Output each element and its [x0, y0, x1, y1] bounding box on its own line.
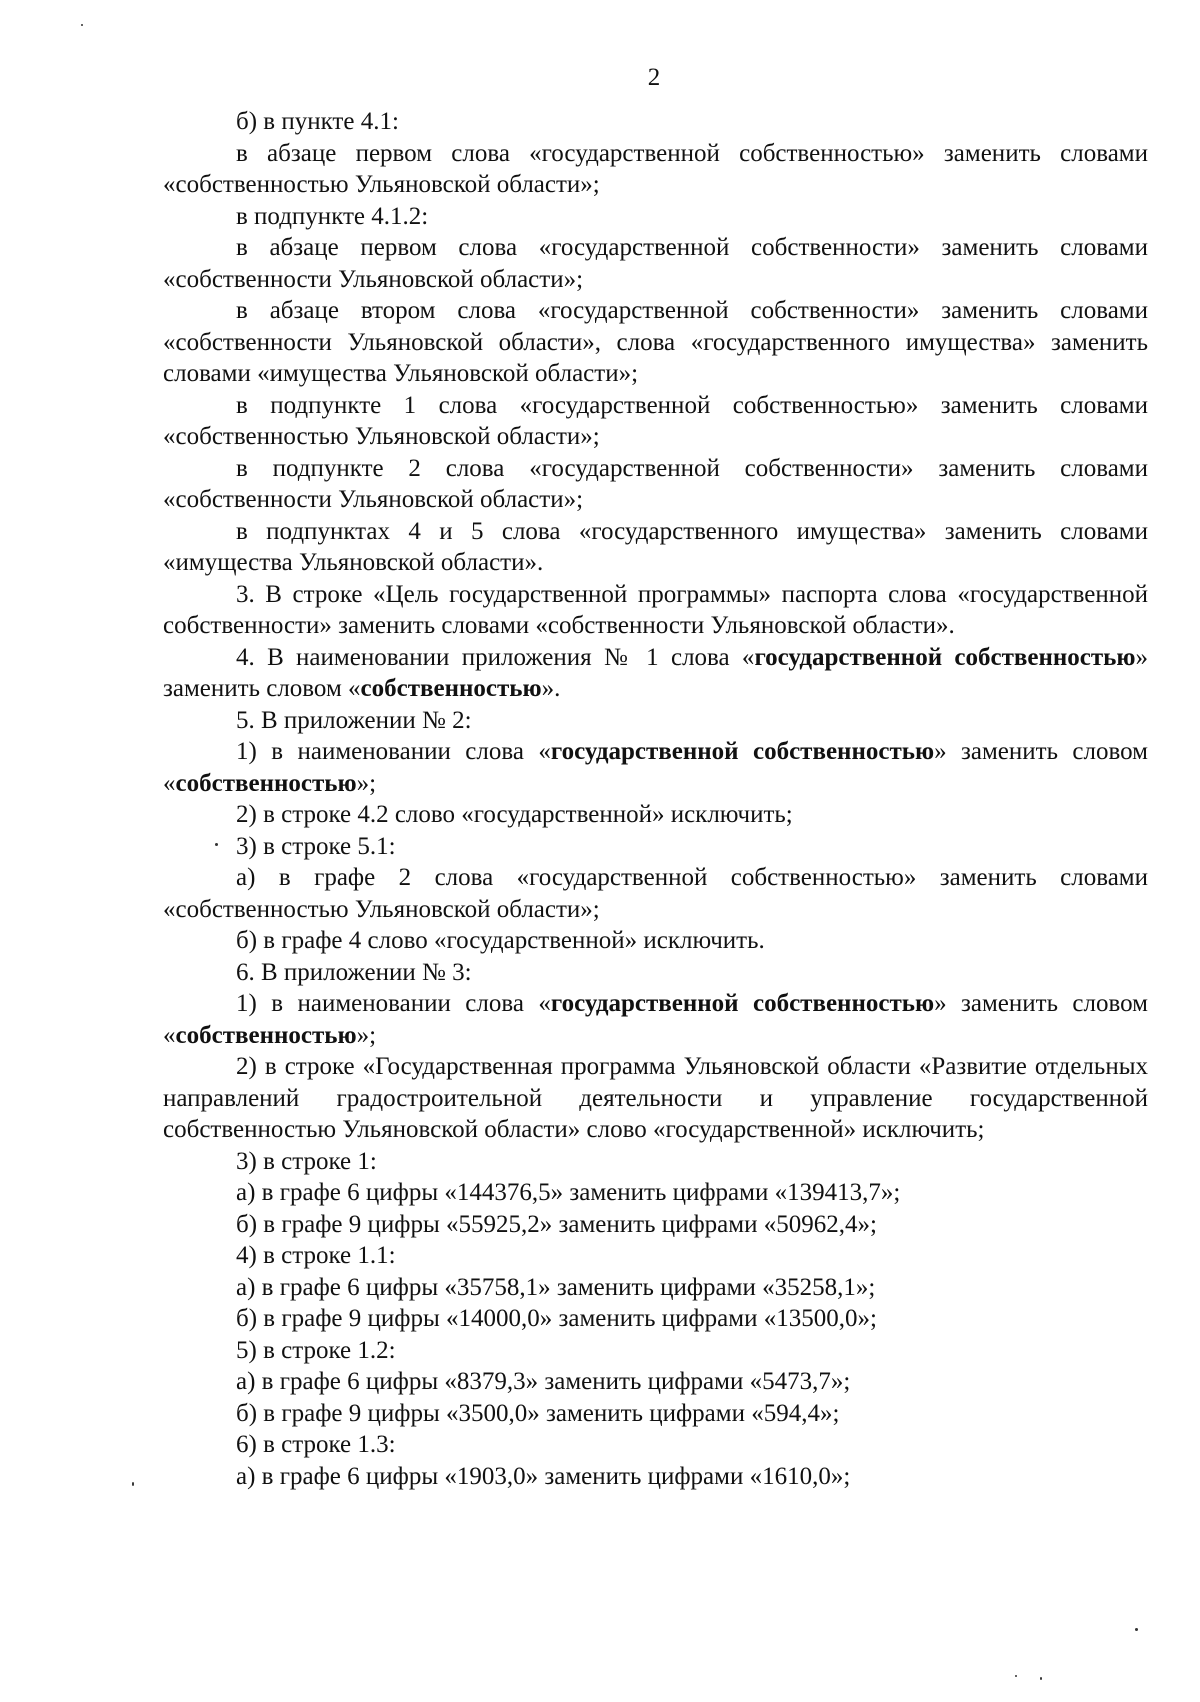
text-run: 1) в наименовании слова « — [236, 738, 551, 765]
paragraph — [163, 390, 1148, 453]
bold-text-run: собственностью — [175, 769, 357, 797]
paragraph — [163, 1398, 1148, 1430]
scan-speck — [1135, 1628, 1138, 1631]
paragraph — [163, 1335, 1148, 1367]
text-run: а) в графе 6 цифры «8379,3» заменить цифрами «5473,7»; — [236, 1368, 851, 1395]
paragraph — [163, 1177, 1148, 1209]
text-run: в подпунктах 4 и 5 слова «государственного имущества» заменить словами «имущества Ульяновской области». — [163, 517, 1148, 576]
paragraph — [163, 1051, 1148, 1146]
paragraph — [163, 831, 1148, 863]
paragraph — [163, 1146, 1148, 1178]
paragraph — [163, 201, 1148, 233]
bold-text-run: государственной собственностью — [754, 643, 1136, 671]
text-run: в абзаце первом слова «государственной собственностью» заменить словами «собственностью Ульяновской области»; — [163, 139, 1148, 198]
text-run: » заменить словом « — [163, 643, 1148, 702]
text-run: а) в графе 6 цифры «35758,1» заменить цифрами «35258,1»; — [236, 1273, 876, 1301]
bold-text-run: собственностью — [360, 675, 542, 702]
text-run: в подпункте 4.1.2: — [236, 202, 429, 230]
text-run: 2) в строке 4.2 слово «государственной» исключить; — [236, 801, 793, 828]
bold-text-run: государственной собственностью — [550, 990, 935, 1017]
page-number: 2 — [647, 64, 661, 91]
bold-text-run: государственной собственностью — [550, 738, 935, 765]
text-run: б) в графе 9 цифры «55925,2» заменить цифрами «50962,4»; — [236, 1210, 877, 1238]
paragraph — [163, 862, 1148, 925]
text-run: 5) в строке 1.2: — [236, 1336, 396, 1364]
paragraph — [163, 1429, 1148, 1461]
text-run: 1) в наименовании слова « — [236, 990, 551, 1017]
text-run: 4) в строке 1.1: — [236, 1242, 396, 1269]
text-run: а) в графе 2 слова «государственной собственностью» заменить словами «собственностью Ульяновской области»; — [163, 864, 1148, 923]
paragraph — [163, 1209, 1148, 1241]
scan-speck — [215, 843, 218, 846]
text-run: б) в пункте 4.1: — [236, 108, 399, 135]
paragraph — [163, 736, 1148, 799]
text-run: в подпункте 2 слова «государственной собственности» заменить словами «собственности Ульяновской области»; — [163, 454, 1148, 513]
text-run: 4. В наименовании приложения № 1 слова « — [236, 643, 755, 671]
paragraph — [163, 453, 1148, 516]
text-run: 2) в строке «Государственная программа Ульяновской области «Развитие отдельных направлений градостроительной деятельности и управление государственной собственностью Ульяновской области» слово «государственной» исключить; — [163, 1053, 1148, 1143]
text-run: 6. В приложении № 3: — [236, 958, 472, 986]
text-run: в подпункте 1 слова «государственной собственностью» заменить словами «собственностью Ульяновской области»; — [163, 391, 1148, 450]
text-run: 3) в строке 1: — [236, 1147, 377, 1175]
paragraph — [163, 799, 1148, 831]
text-run: а) в графе 6 цифры «144376,5» заменить цифрами «139413,7»; — [236, 1179, 901, 1206]
text-run: » заменить словом « — [163, 738, 1148, 797]
paragraph — [163, 1366, 1148, 1398]
paragraph — [163, 925, 1148, 957]
paragraph — [163, 295, 1148, 390]
text-run: в абзаце первом слова «государственной собственности» заменить словами «собственности Ульяновской области»; — [163, 234, 1148, 293]
paragraph — [163, 705, 1148, 737]
paragraph — [163, 988, 1148, 1051]
text-run: а) в графе 6 цифры «1903,0» заменить цифрами «1610,0»; — [236, 1462, 851, 1490]
text-run: б) в графе 9 цифры «3500,0» заменить цифрами «594,4»; — [236, 1399, 840, 1427]
paragraph — [163, 957, 1148, 989]
scan-speck — [1015, 1675, 1017, 1677]
paragraph — [163, 138, 1148, 201]
paragraph — [163, 642, 1148, 705]
paragraph — [163, 106, 1148, 138]
paragraph — [163, 1461, 1148, 1493]
text-run: 3) в строке 5.1: — [236, 832, 396, 860]
text-run: б) в графе 9 цифры «14000,0» заменить цифрами «13500,0»; — [236, 1305, 877, 1332]
text-run: ». — [541, 675, 561, 702]
text-run: 6) в строке 1.3: — [236, 1431, 396, 1458]
bold-text-run: собственностью — [175, 1021, 357, 1049]
text-run: »; — [356, 769, 377, 797]
scan-speck — [132, 1482, 134, 1486]
paragraph — [163, 1272, 1148, 1304]
paragraph — [163, 1303, 1148, 1335]
document-body — [163, 106, 1148, 1492]
paragraph — [163, 232, 1148, 295]
paragraph — [163, 516, 1148, 579]
paragraph — [163, 1240, 1148, 1272]
scan-speck — [81, 24, 83, 26]
text-run: 3. В строке «Цель государственной программы» паспорта слова «государственной собственности» заменить словами «собственности Ульяновской области». — [163, 580, 1148, 639]
scan-speck — [1040, 1677, 1042, 1680]
paragraph — [163, 579, 1148, 642]
text-run: б) в графе 4 слово «государственной» исключить. — [236, 927, 765, 954]
text-run: в абзаце втором слова «государственной собственности» заменить словами «собственности Ульяновской области», слова «государственного имущества» заменить словами «имущества Ульяновской области»; — [163, 297, 1148, 387]
text-run: » заменить словом « — [163, 990, 1148, 1049]
text-run: »; — [356, 1021, 377, 1049]
text-run: 5. В приложении № 2: — [236, 706, 472, 734]
